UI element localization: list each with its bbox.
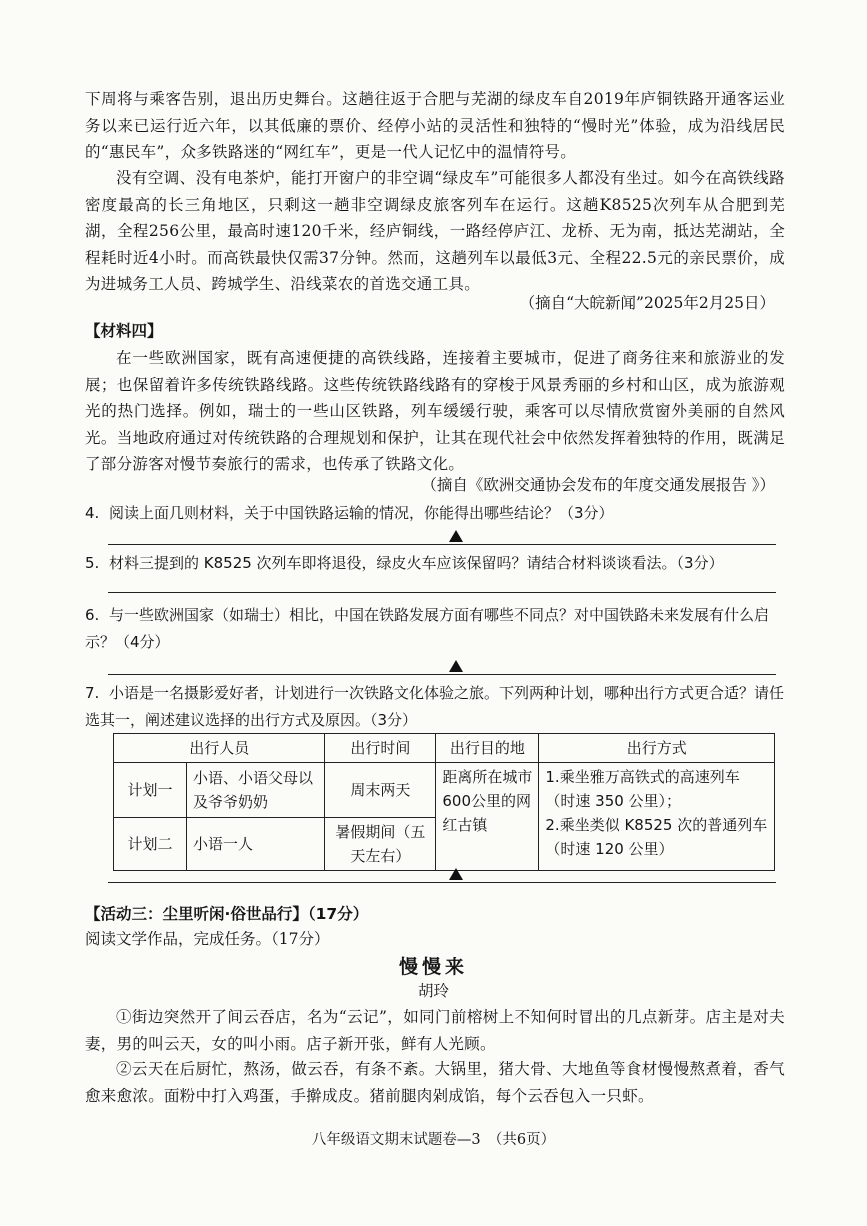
activity3-heading: 【活动三：尘里听闲·俗世品行】（17分）: [85, 905, 369, 923]
plan2-people: 小语一人: [187, 818, 325, 871]
question-7: [85, 680, 785, 734]
material4-heading: 【材料四】: [85, 321, 163, 340]
answer-line[interactable]: [108, 882, 776, 883]
question-text: 材料三提到的 K8525 次列车即将退役，绿皮火车应该保留吗？请结合材料谈谈看法。（3分）: [109, 554, 724, 572]
mode-cell: [539, 763, 775, 871]
question-number: 5.: [85, 554, 100, 572]
question-6: [85, 602, 785, 656]
material3-paragraph-2: 没有空调、没有电茶炉，能打开窗户的非空调“绿皮车”可能很多人都没有坐过。如今在高铁线路密度最高的长三角地区，只剩这一趟非空调绿皮旅客列车在运行。这趟K8525次列车从合肥到芜湖，全程256公里，最高时速120千米，经庐铜线，一路经停庐江、龙桥、无为南，抵达芜湖站，全程耗时近4小时。而高铁最快仅需37分钟。然而，这趟列车以最低3元、全程22.5元的亲民票价，成为进城务工人员、跨城学生、沿线菜农的首选交通工具。: [85, 169, 785, 293]
answer-line[interactable]: [108, 592, 776, 593]
header-destination: 出行目的地: [436, 734, 539, 763]
question-text: 阅读上面几则材料，关于中国铁路运输的情况，你能得出哪些结论？（3分）: [109, 504, 614, 522]
travel-plan-table: [113, 733, 775, 871]
story-author: 胡玲: [417, 982, 449, 1000]
plan2-time: 暑假期间（五天左右）: [325, 818, 436, 871]
mode-option-1: 1.乘坐雅万高铁式的高速列车（时速 350 公里）；: [545, 768, 740, 810]
header-mode: 出行方式: [539, 734, 775, 763]
plan2-label: 计划二: [114, 818, 187, 871]
table-row-plan1: [114, 763, 775, 818]
material3-source: （摘自“大皖新闻”2025年2月25日）: [519, 294, 775, 312]
story-paragraph-2: ②云天在后厨忙，熬汤，做云吞，有条不紊。大锅里，猪大骨、大地鱼等食材慢慢熬煮着，香气愈来愈浓。面粉中打入鸡蛋，手擀成皮。猪前腿肉剁成馅，每个云吞包入一只虾。: [85, 1060, 785, 1105]
material4-paragraph: 在一些欧洲国家，既有高速便捷的高铁线路，连接着主要城市，促进了商务往来和旅游业的发展；也保留着许多传统铁路线路。这些传统铁路线路有的穿梭于风景秀丽的乡村和山区，成为旅游观光的热门选择。例如，瑞士的一些山区铁路，列车缓缓行驶，乘客可以尽情欣赏窗外美丽的自然风光。当地政府通过对传统铁路的合理规划和保护，让其在现代社会中依然发挥着独特的作用，既满足了部分游客对慢节奏旅行的需求，也传承了铁路文化。: [85, 349, 785, 473]
question-text: 小语是一名摄影爱好者，计划进行一次铁路文化体验之旅。下列两种计划，哪种出行方式更合适？请任选其一，阐述建议选择的出行方式及原因。（3分）: [85, 684, 785, 729]
page-footer: 八年级语文期末试题卷—3 （共6页）: [311, 1132, 556, 1148]
question-5: [85, 550, 785, 577]
table-header-row: [114, 734, 775, 763]
answer-line[interactable]: [108, 544, 776, 545]
question-text: 与一些欧洲国家（如瑞士）相比，中国在铁路发展方面有哪些不同点？对中国铁路未来发展有什么启示？（4分）: [85, 606, 770, 651]
answer-marker: [449, 868, 463, 880]
mode-option-2: 2.乘坐类似 K8525 次的普通列车（时速 120 公里）: [545, 816, 768, 858]
header-travelers: 出行人员: [114, 734, 325, 763]
material3-paragraph-1: 下周将与乘客告别，退出历史舞台。这趟往返于合肥与芜湖的绿皮车自2019年庐铜铁路开通客运业务以来已运行近六年，以其低廉的票价、经停小站的灵活性和独特的“慢时光”体验，成为沿线居民的“惠民车”，众多铁路迷的“网红车”，更是一代人记忆中的温情符号。: [85, 90, 785, 161]
answer-marker: [449, 660, 463, 672]
question-number: 4.: [85, 504, 100, 522]
material4-source: （摘自《欧洲交通协会发布的年度交通发展报告 》）: [421, 476, 775, 494]
header-time: 出行时间: [325, 734, 436, 763]
answer-line[interactable]: [108, 674, 776, 675]
answer-marker: [449, 530, 463, 542]
activity3-instruction: 阅读文学作品，完成任务。（17分）: [85, 930, 330, 948]
story-paragraph-1: ①街边突然开了间云吞店，名为“云记”，如同门前榕树上不知何时冒出的几点新芽。店主是对夫妻，男的叫云天，女的叫小雨。店子新开张，鲜有人光顾。: [85, 1008, 785, 1053]
story-title: 慢慢来: [398, 956, 468, 978]
destination-cell: 距离所在城市600公里的网红古镇: [436, 763, 539, 871]
plan1-people: 小语、小语父母以及爷爷奶奶: [187, 763, 325, 818]
question-4: [85, 500, 785, 527]
question-number: 7.: [85, 684, 100, 702]
plan1-time: 周末两天: [325, 763, 436, 818]
question-number: 6.: [85, 606, 100, 624]
plan1-label: 计划一: [114, 763, 187, 818]
